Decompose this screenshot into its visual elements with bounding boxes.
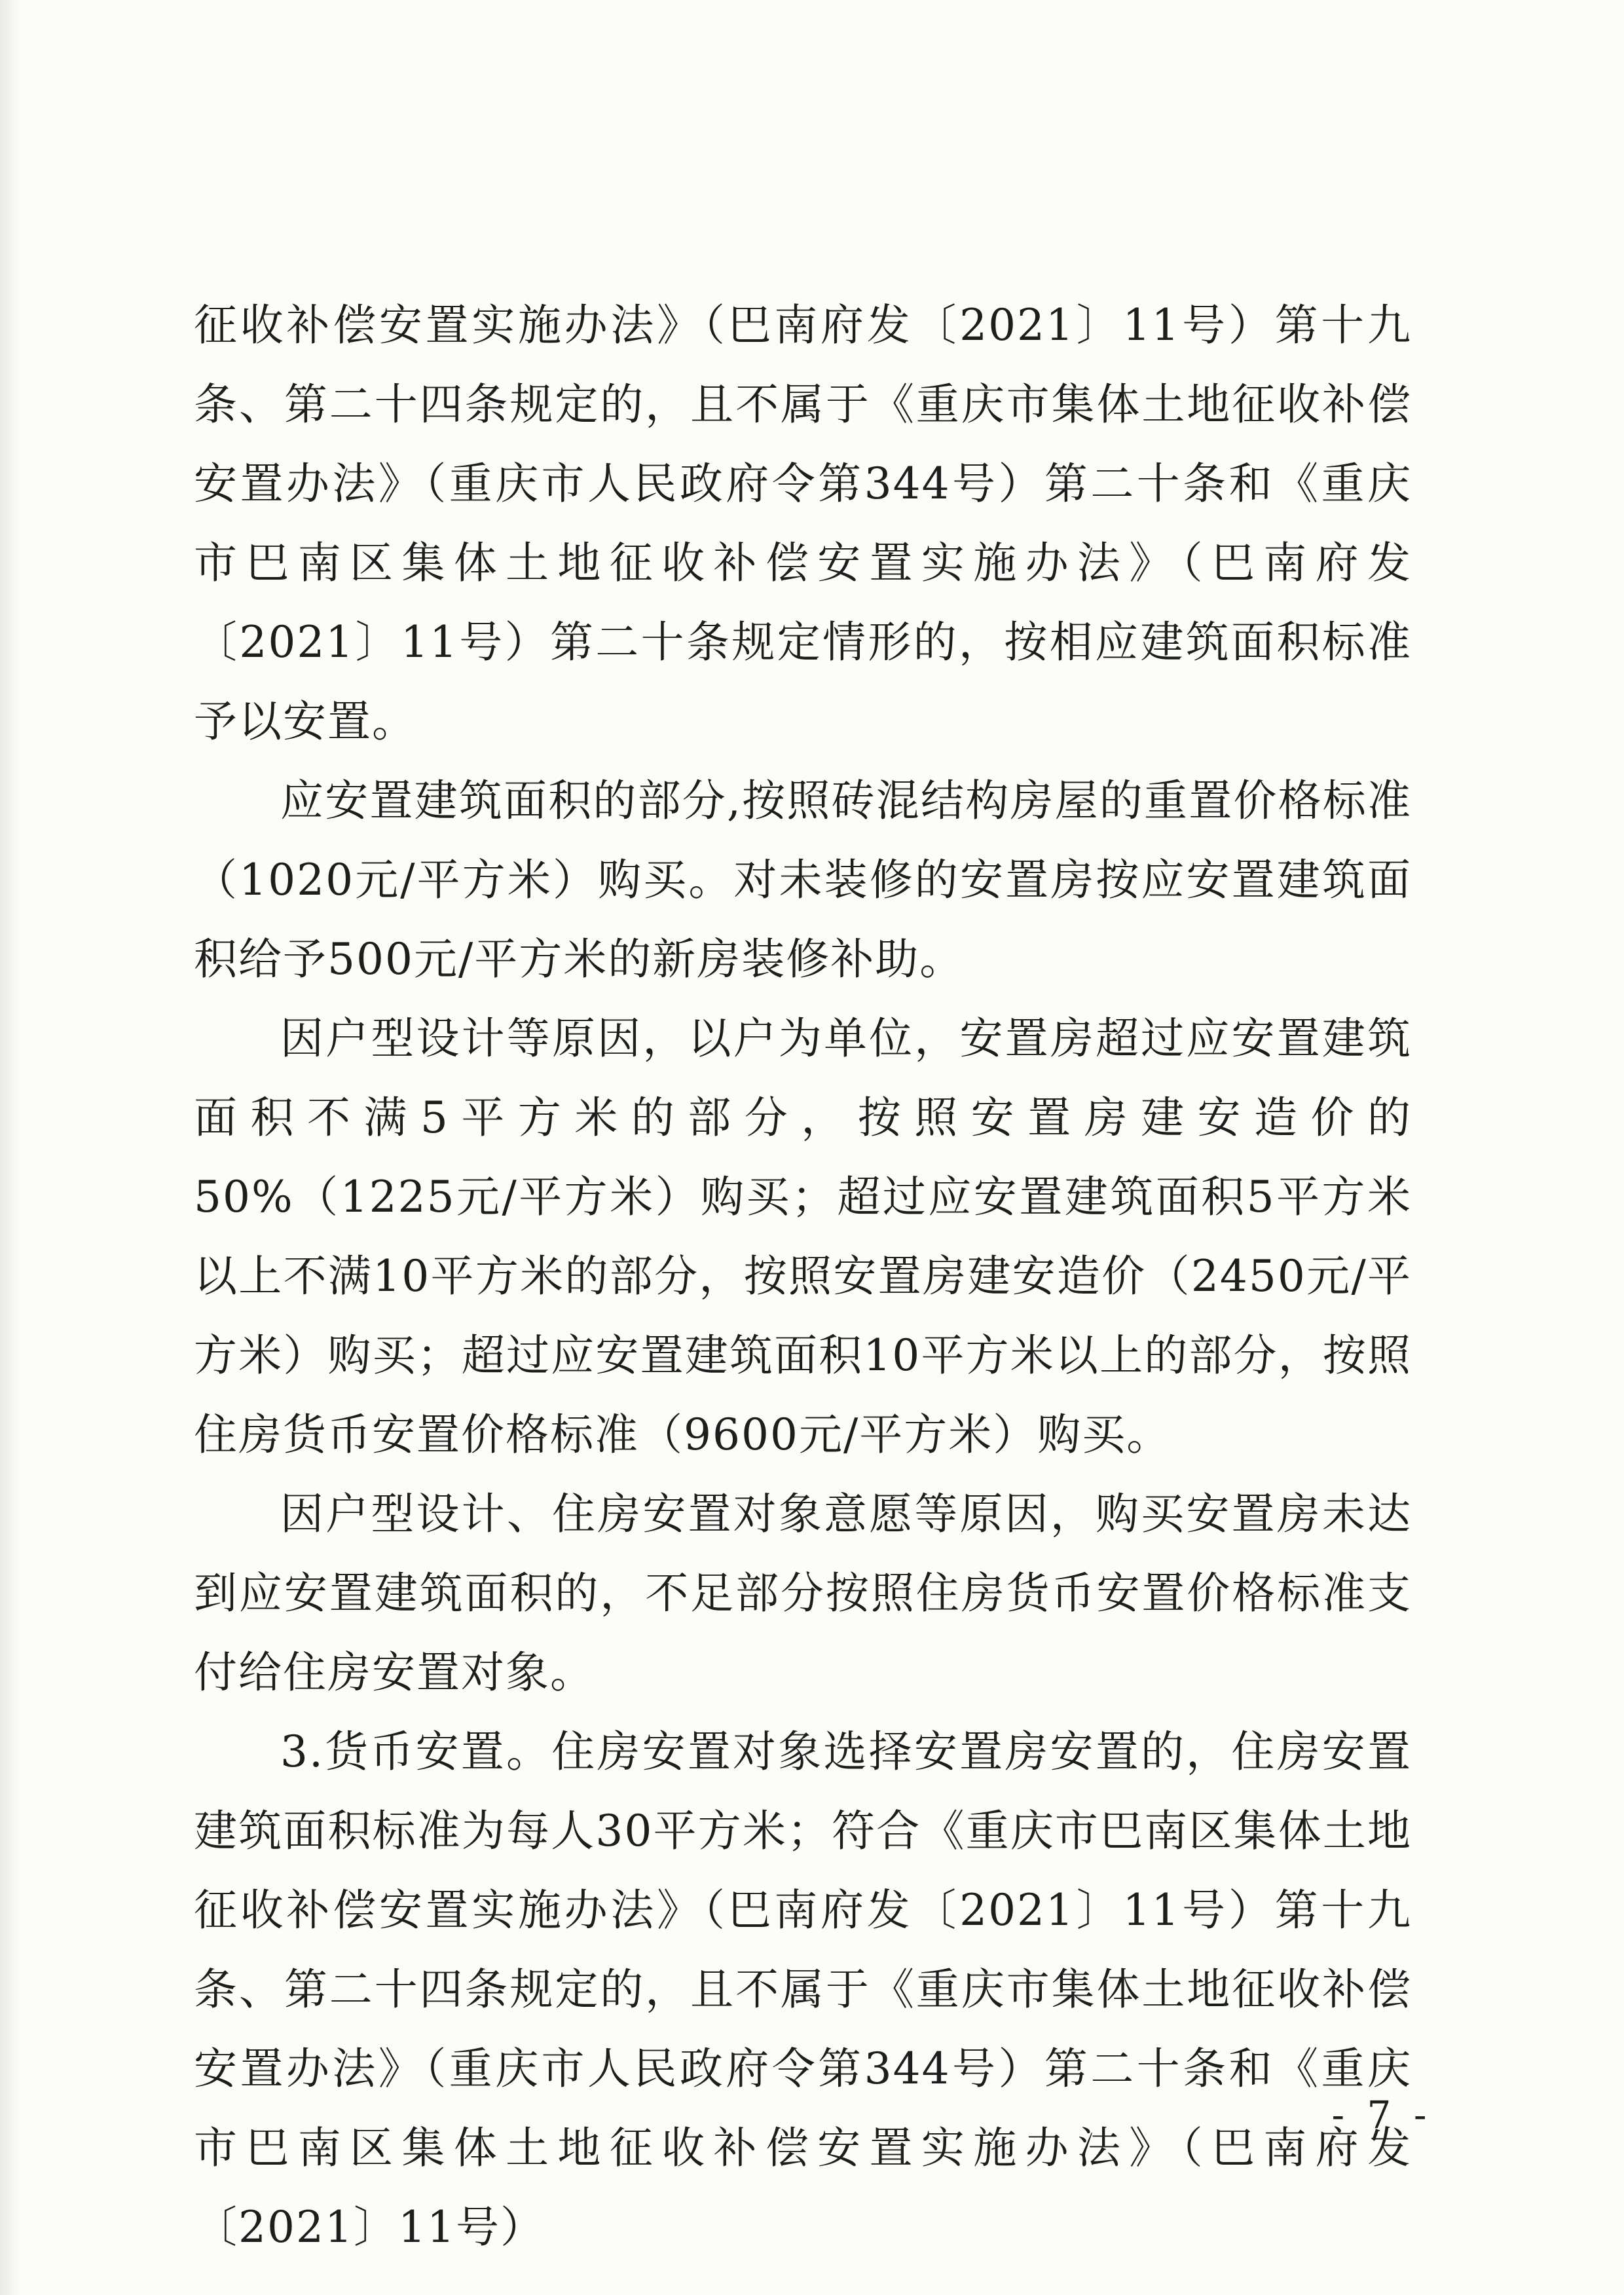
paragraph-continuation: 征收补偿安置实施办法》（巴南府发〔2021〕11号）第十九条、第二十四条规定的，且不属于《重庆市集体土地征收补偿安置办法》（重庆市人民政府令第344号）第二十条和《重庆市巴南区集体土地征收补偿安置实施办法》（巴南府发〔2021〕11号）第二十条规定情形的，按相应建筑面积标准予以安置。	[194, 300, 1412, 747]
page-number: - 7 -	[1331, 2093, 1432, 2137]
scan-edge-shadow	[0, 0, 20, 2295]
body-text	[194, 286, 1412, 2267]
paragraph-monetary-resettlement: 3.货币安置。住房安置对象选择安置房安置的，住房安置建筑面积标准为每人30平方米；符合《重庆市巴南区集体土地征收补偿安置实施办法》（巴南府发〔2021〕11号）第十九条、第二十四条规定的，且不属于《重庆市集体土地征收补偿安置办法》（重庆市人民政府令第344号）第二十条和《重庆市巴南区集体土地征收补偿安置实施办法》（巴南府发〔2021〕11号）	[194, 1726, 1412, 2252]
paragraph-purchase-standard: 应安置建筑面积的部分,按照砖混结构房屋的重置价格标准（1020元/平方米）购买。对未装修的安置房按应安置建筑面积给予500元/平方米的新房装修补助。	[194, 775, 1412, 984]
paragraph-shortfall-area: 因户型设计、住房安置对象意愿等原因，购买安置房未达到应安置建筑面积的，不足部分按照住房货币安置价格标准支付给住房安置对象。	[194, 1489, 1412, 1698]
paragraph-excess-area: 因户型设计等原因，以户为单位，安置房超过应安置建筑面积不满5平方米的部分，按照安置房建安造价的50%（1225元/平方米）购买；超过应安置建筑面积5平方米以上不满10平方米的部分，按照安置房建安造价（2450元/平方米）购买；超过应安置建筑面积10平方米以上的部分，按照住房货币安置价格标准（9600元/平方米）购买。	[194, 1013, 1412, 1460]
